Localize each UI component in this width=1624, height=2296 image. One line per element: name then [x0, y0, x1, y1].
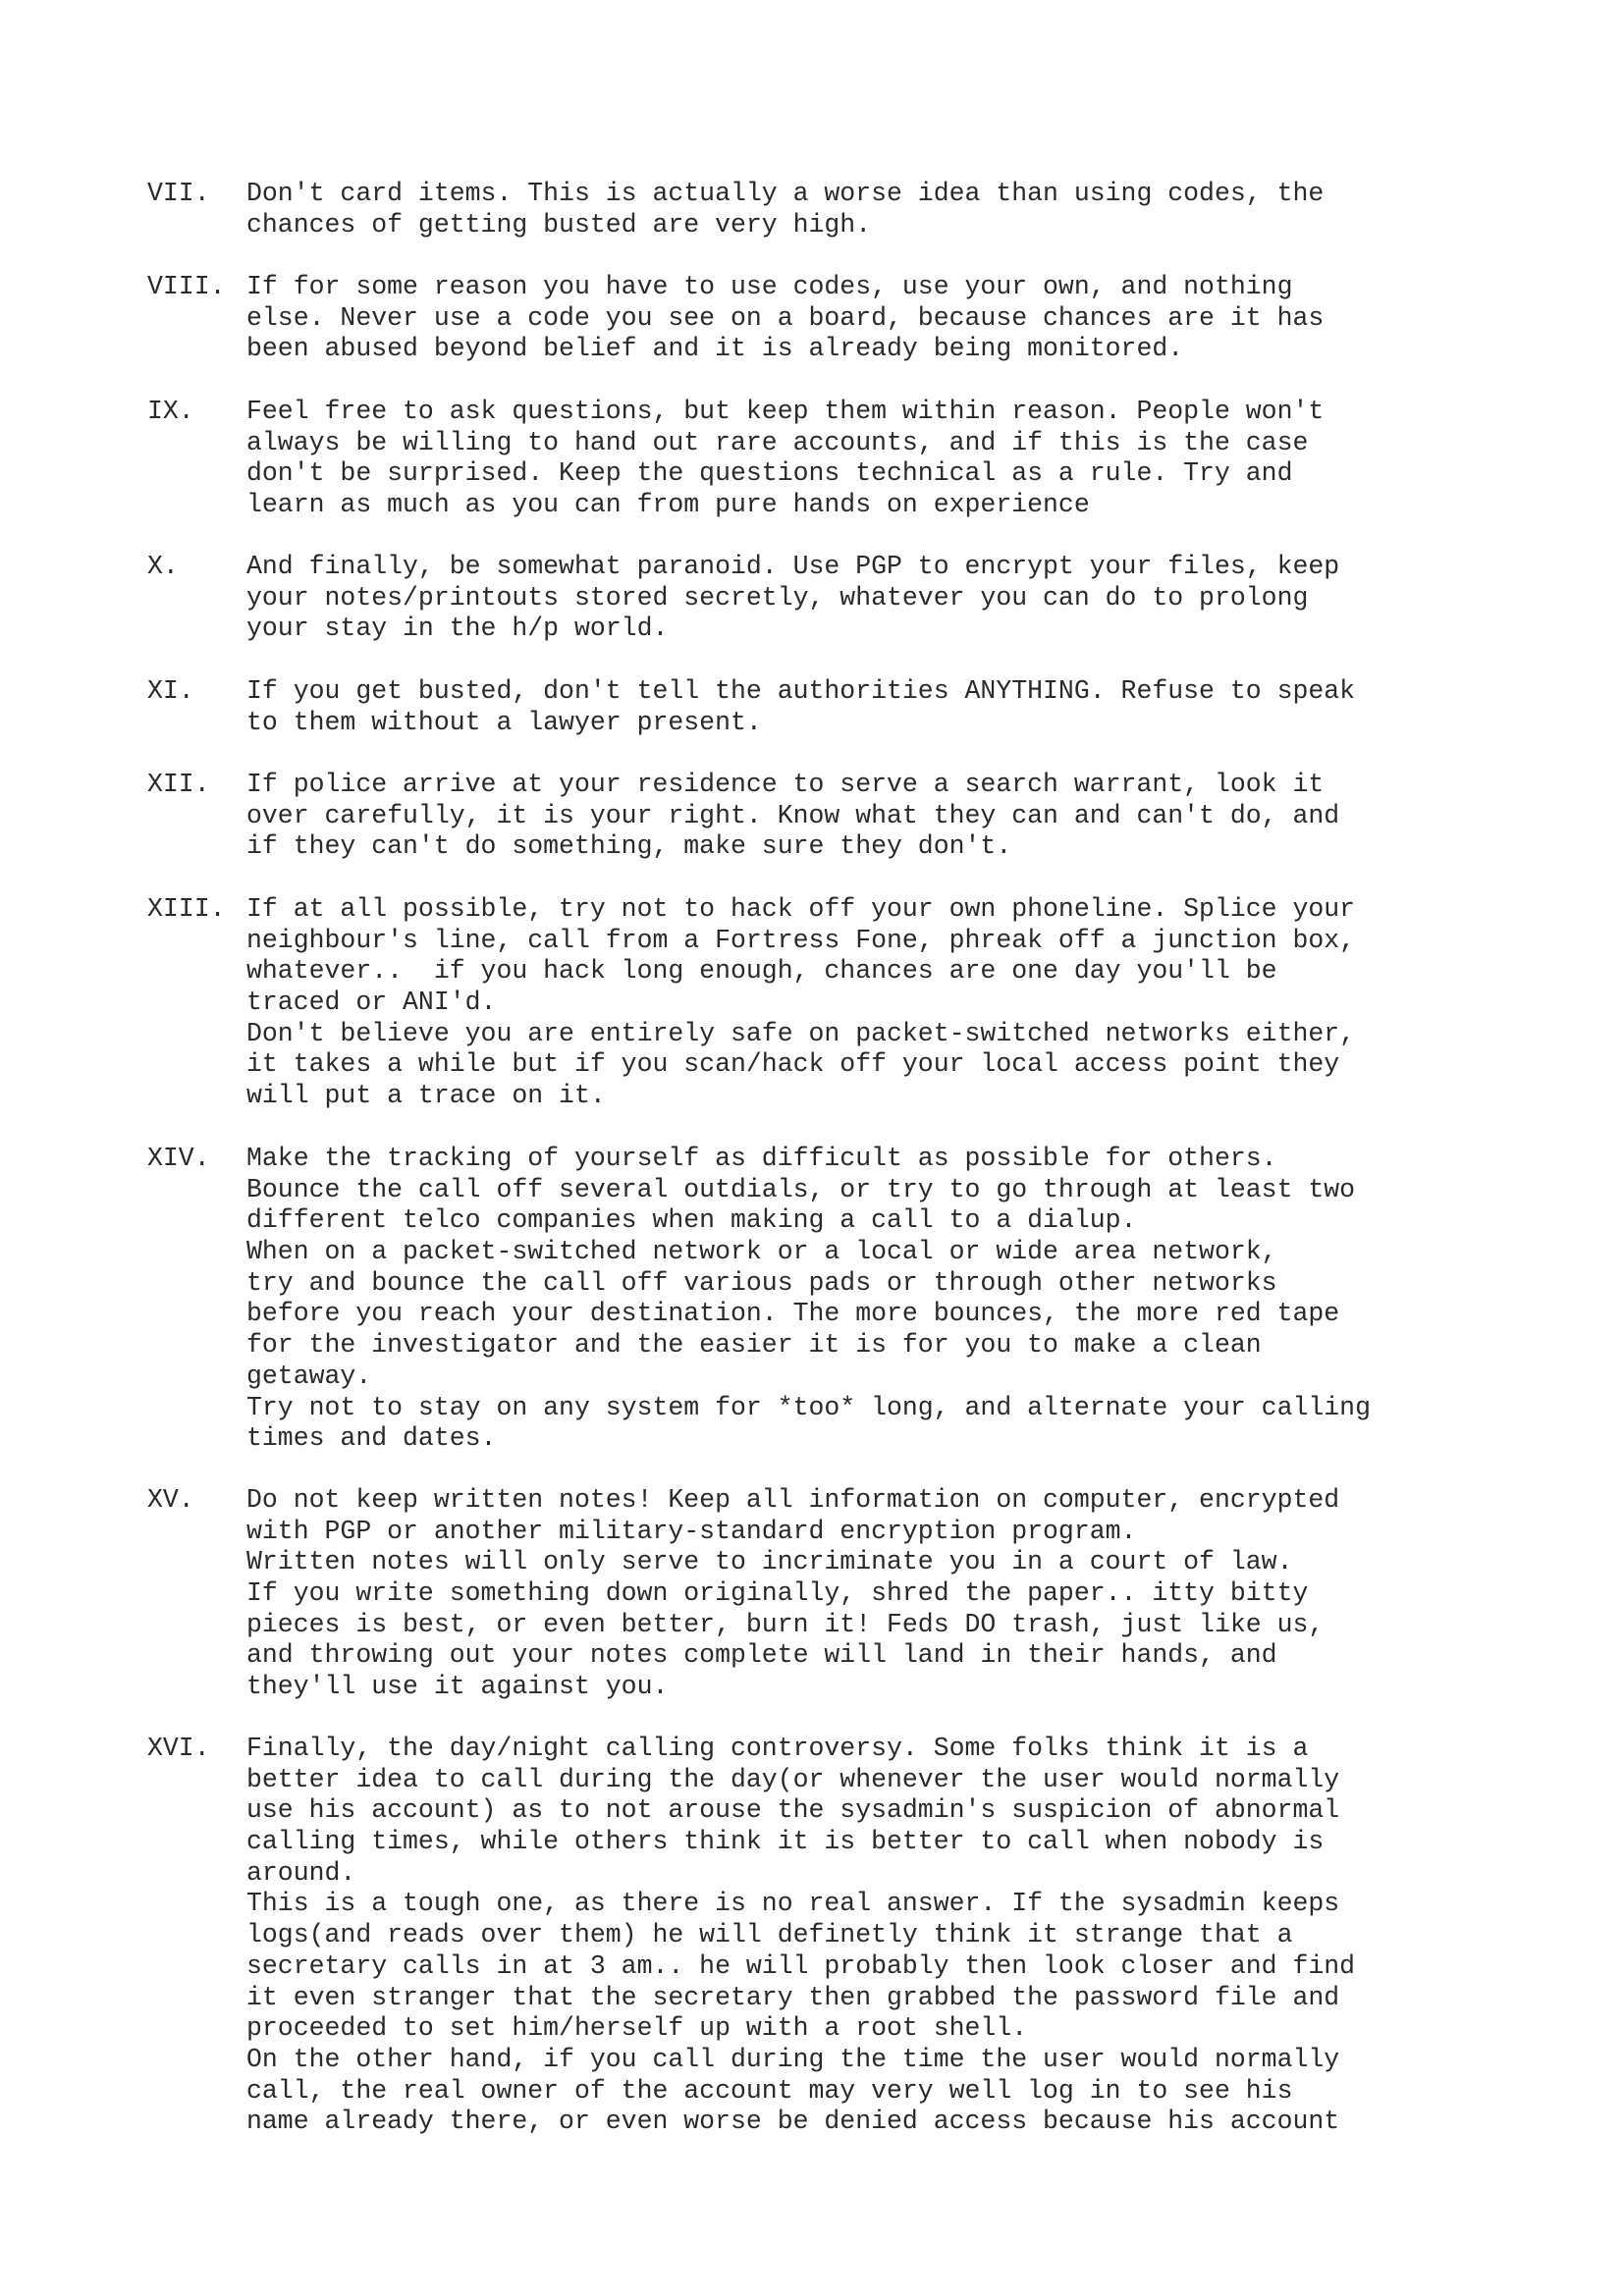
text-line: If you get busted, don't tell the authorities ANYTHING. Refuse to speak: [246, 676, 1356, 706]
text-line: Do not keep written notes! Keep all information on computer, encrypted: [246, 1485, 1340, 1515]
item-text: [246, 676, 1355, 738]
text-line: whatever.. if you hack long enough, chances are one day you'll be: [246, 956, 1277, 987]
text-line: else. Never use a code you see on a board, because chances are it has: [246, 302, 1325, 333]
text-line: neighbour's line, call from a Fortress Fone, phreak off a junction box,: [246, 925, 1356, 955]
item-numeral: XIII.: [147, 894, 226, 924]
text-line: your stay in the h/p world.: [246, 614, 669, 644]
text-line: proceeded to set him/herself up with a root shell.: [246, 2013, 1028, 2044]
item-text: [246, 552, 1339, 645]
item-numeral: XI.: [147, 676, 194, 706]
item-text: [246, 272, 1324, 365]
text-line: it even stranger that the secretary then grabbed the password file and: [246, 1982, 1340, 2012]
text-line: If for some reason you have to use codes, use your own, and nothing: [246, 272, 1293, 301]
text-line: secretary calls in at 3 am.. he will probably then look closer and find: [246, 1950, 1356, 1981]
text-line: don't be surprised. Keep the questions technical as a rule. Try and: [246, 458, 1293, 489]
text-line: and throwing out your notes complete will land in their hands, and: [246, 1640, 1277, 1671]
text-line: they'll use it against you.: [246, 1672, 669, 1702]
text-line: name already there, or even worse be denied access because his account: [246, 2107, 1340, 2137]
text-line: try and bounce the call off various pads or through other networks: [246, 1267, 1277, 1298]
text-line: And finally, be somewhat paranoid. Use PGP to encrypt your files, keep: [246, 552, 1340, 581]
text-line: Make the tracking of yourself as difficult as possible for others.: [246, 1144, 1277, 1173]
text-line: for the investigator and the easier it is for you to make a clean: [246, 1330, 1262, 1361]
text-line: Don't believe you are entirely safe on packet-switched networks either,: [246, 1018, 1356, 1048]
text-line: before you reach your destination. The more bounces, the more red tape: [246, 1299, 1340, 1329]
text-line: different telco companies when making a call to a dialup.: [246, 1205, 1137, 1236]
item-numeral: XIV.: [147, 1144, 210, 1173]
text-line: pieces is best, or even better, burn it! Feds DO trash, just like us,: [246, 1609, 1325, 1639]
item-text: [246, 770, 1339, 863]
text-line: use his account) as to not arouse the sysadmin's suspicion of abnormal: [246, 1795, 1340, 1826]
item-numeral: XII.: [147, 770, 210, 799]
text-line: chances of getting busted are very high.: [246, 209, 872, 240]
text-line: always be willing to hand out rare accounts, and if this is the case: [246, 427, 1309, 457]
text-line: This is a tough one, as there is no real answer. If the sysadmin keeps: [246, 1889, 1340, 1919]
text-line: call, the real owner of the account may very well log in to see his: [246, 2075, 1293, 2106]
item-numeral: XV.: [147, 1485, 194, 1515]
text-line: Feel free to ask questions, but keep them within reason. People won't: [246, 397, 1325, 426]
text-line: Try not to stay on any system for *too* long, and alternate your calling: [246, 1392, 1371, 1422]
item-text: [246, 179, 1324, 240]
item-numeral: XVI.: [147, 1734, 210, 1763]
text-line: if they can't do something, make sure they don't.: [246, 831, 1012, 862]
text-line: Written notes will only serve to incriminate you in a court of law.: [246, 1547, 1293, 1577]
text-line: to them without a lawyer present.: [246, 707, 762, 737]
text-line: Bounce the call off several outdials, or try to go through at least two: [246, 1174, 1356, 1204]
text-line: If you write something down originally, shred the paper.. itty bitty: [246, 1578, 1309, 1609]
item-text: [246, 1144, 1371, 1455]
text-line: will put a trace on it.: [246, 1081, 606, 1111]
item-numeral: IX.: [147, 397, 194, 426]
text-line: On the other hand, if you call during the time the user would normally: [246, 2044, 1340, 2074]
text-line: your notes/printouts stored secretly, whatever you can do to prolong: [246, 582, 1309, 613]
text-line: it takes a while but if you scan/hack off your local access point they: [246, 1049, 1340, 1080]
text-line: learn as much as you can from pure hands on experience: [246, 490, 1090, 520]
text-line: If at all possible, try not to hack off your own phoneline. Splice your: [246, 894, 1356, 924]
text-line: traced or ANI'd.: [246, 988, 497, 1018]
text-line: better idea to call during the day(or whenever the user would normally: [246, 1764, 1340, 1794]
item-text: [246, 894, 1355, 1112]
text-line: Don't card items. This is actually a worse idea than using codes, the: [246, 179, 1325, 208]
item-text: [246, 397, 1324, 521]
text-line: Finally, the day/night calling controversy. Some folks think it is a: [246, 1734, 1309, 1763]
text-line: logs(and reads over them) he will definetly think it strange that a: [246, 1920, 1293, 1950]
text-line: If police arrive at your residence to serve a search warrant, look it: [246, 770, 1325, 799]
text-line: When on a packet-switched network or a local or wide area network,: [246, 1237, 1277, 1267]
item-numeral: X.: [147, 552, 179, 581]
text-line: getaway.: [246, 1361, 372, 1391]
text-line: around.: [246, 1857, 356, 1888]
text-line: with PGP or another military-standard encryption program.: [246, 1516, 1137, 1546]
text-line: over carefully, it is your right. Know what they can and can't do, and: [246, 800, 1340, 830]
item-numeral: VIII.: [147, 272, 226, 301]
text-line: been abused beyond belief and it is already being monitored.: [246, 334, 1184, 364]
text-line: times and dates.: [246, 1423, 497, 1454]
item-numeral: VII.: [147, 179, 210, 208]
item-text: [246, 1485, 1339, 1703]
item-text: [246, 1734, 1355, 2138]
text-line: calling times, while others think it is better to call when nobody is: [246, 1827, 1325, 1857]
